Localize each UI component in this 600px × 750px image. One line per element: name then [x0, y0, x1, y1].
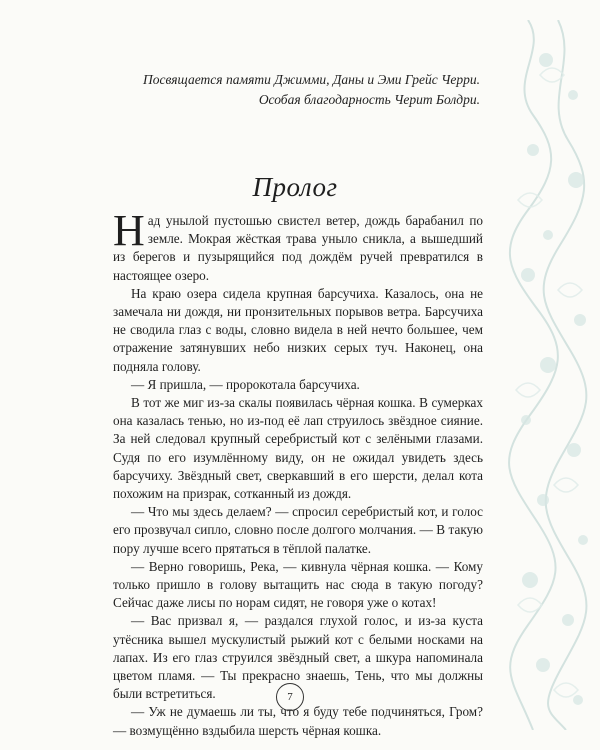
- paragraph: На краю озера сидела крупная барсучиха. Казалось, она не замечала ни дождя, ни пронзительных порывов ветра. Барсучиха не сводила глаз с воды, словно видела в ней нечто большее, чем отражение затянувших небо низких серых туч. Наконец, она подняла голову.: [113, 285, 483, 374]
- dedication-line-1: Посвящается памяти Джимми, Даны и Эми Грейс Черри.: [143, 72, 480, 87]
- paragraph-text: ад унылой пустошью свистел ветер, дождь барабанил по земле. Мокрая жёсткая трава уныло сникла, а вышедший из берегов и пузырящийся под дождём ручей превратился в настоящее озеро.: [113, 213, 483, 283]
- paragraph: — Я пришла, — пророкотала барсучиха.: [131, 376, 360, 392]
- paragraph: — Уж не думаешь ли ты, что я буду тебе подчиняться, Гром? — возмущённо вздыбила шерсть чёрная кошка.: [113, 704, 483, 738]
- floral-border-ornament-icon: [488, 20, 600, 730]
- chapter-body: [113, 206, 483, 740]
- paragraph: — Вас призвал я, — раздался глухой голос, и из-за куста утёсника вышел мускулистый рыжий кот с белыми носками на лапах. Из его глаз струился звёздный свет, а шкура напоминала цветом пламя. — Ты прекрасно знаешь, Тень, что мы должны были встретиться.: [113, 613, 483, 702]
- chapter-title: Пролог: [252, 172, 338, 202]
- paragraph: В тот же миг из-за скалы появилась чёрная кошка. В сумерках она казалась тенью, но из-под её лап струилось звёздное сияние. За ней следовал крупный серебристый кот с зелёными глазами. Судя по его изумлённому виду, он не ожидал увидеть здесь барсучиху. Звёздный свет, сверкавший в его шерсти, делал кота похожим на призрак, сотканный из дождя.: [113, 395, 483, 502]
- paragraph: [113, 206, 483, 285]
- dedication-line-2: Особая благодарность Черит Болдри.: [258, 92, 480, 107]
- page-number: 7: [276, 683, 304, 711]
- dedication: [100, 70, 480, 110]
- drop-cap: Н: [113, 206, 145, 255]
- paragraph: — Что мы здесь делаем? — спросил серебристый кот, и голос его прозвучал сипло, словно после долгого молчания. — В такую пору лучше всего прятаться в тёплой палатке.: [113, 504, 483, 556]
- paragraph: — Верно говоришь, Река, — кивнула чёрная кошка. — Кому только пришло в голову вытащить нас сюда в такую погоду? Сейчас даже лисы по норам сидят, не говоря уже о котах!: [113, 558, 483, 611]
